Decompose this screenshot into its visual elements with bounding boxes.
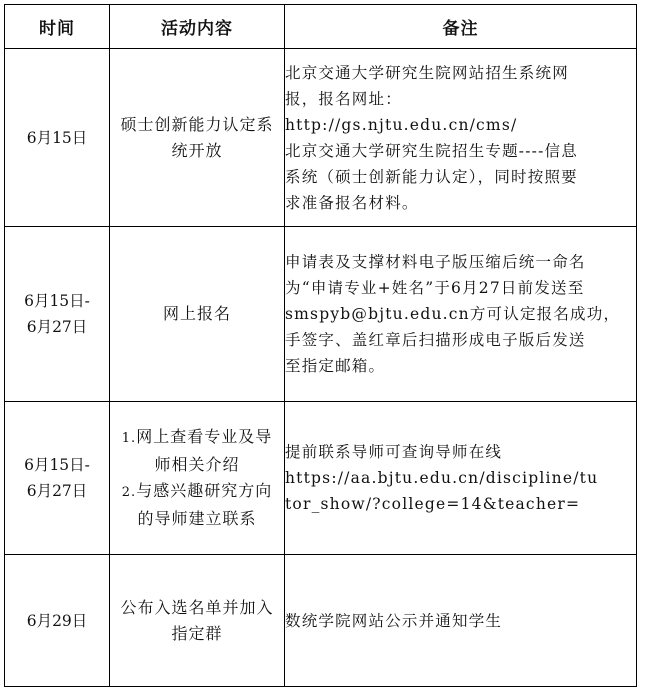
activity-list [110,424,284,532]
note-text: 手签字、盖红章后扫描形成电子版后发送 [285,331,586,349]
note-url: http://gs.njtu.edu.cn/cms/ [285,115,518,134]
note-text: 报，报名网址： [285,89,402,108]
time-text: 6月15日- [24,292,90,310]
time-text: 6月27日 [26,482,88,500]
table-row [5,227,637,402]
list-number: 2. [121,485,137,500]
time-text: 6月15日- [24,456,90,474]
table-row [5,402,637,555]
note-text: 申请表及支撑材料电子版压缩后统一命名 [285,253,586,271]
time-cell [5,49,110,227]
time-text: 6月15日 [26,128,88,147]
activity-text: 指定群 [171,623,223,643]
time-cell [5,555,110,687]
note-url: https://aa.bjtu.edu.cn/discipline/tu [285,469,599,487]
note-text: 为“申请专业+姓名”于6月27日前发送至 [285,279,585,297]
activity-cell [110,555,285,687]
activity-cell [110,227,285,402]
table-header-row [5,5,637,49]
activity-cell [110,49,285,227]
note-text: 数统学院网站公示并通知学生 [285,611,503,630]
note-text: 北京交通大学研究生院招生专题----信息 [285,141,578,160]
note-cell [285,555,637,687]
activity-text: 与感兴趣研究方向 [136,481,273,500]
header-time: 时间 [5,5,110,49]
activity-text: 统开放 [171,140,223,160]
activity-text: 师相关介绍 [154,455,240,474]
note-text: 系统（硕士创新能力认定），同时按照要 [285,167,578,186]
list-number: 1. [121,431,137,446]
time-cell [5,402,110,555]
table-row [5,555,637,687]
header-note: 备注 [285,5,637,49]
note-url: tor_show/?college=14&teacher= [285,495,581,513]
activity-text: 网上查看专业及导 [136,427,273,446]
note-text: 提前联系导师可查询导师在线 [285,443,503,461]
activity-list-item-cont [110,452,284,478]
activity-list-item [110,424,284,452]
activity-list-item-cont [110,506,284,532]
time-cell [5,227,110,402]
activity-cell [110,402,285,555]
note-email: smspyb@bjtu.edu.cn方可认定报名成功， [285,305,621,323]
note-cell [285,227,637,402]
activity-text: 的导师建立联系 [137,509,257,528]
schedule-table [4,4,637,687]
time-text: 6月29日 [26,611,88,630]
note-cell [285,49,637,227]
note-text: 求准备报名材料。 [285,193,419,212]
note-text: 至指定邮箱。 [285,357,386,375]
note-text: 北京交通大学研究生院网站招生系统网 [285,63,569,82]
table-row [5,49,637,227]
activity-text: 公布入选名单并加入 [120,597,274,617]
header-activity: 活动内容 [110,5,285,49]
activity-list-item [110,478,284,506]
activity-text: 网上报名 [162,304,231,323]
time-text: 6月27日 [26,318,88,336]
note-cell [285,402,637,555]
activity-text: 硕士创新能力认定系 [120,114,274,134]
